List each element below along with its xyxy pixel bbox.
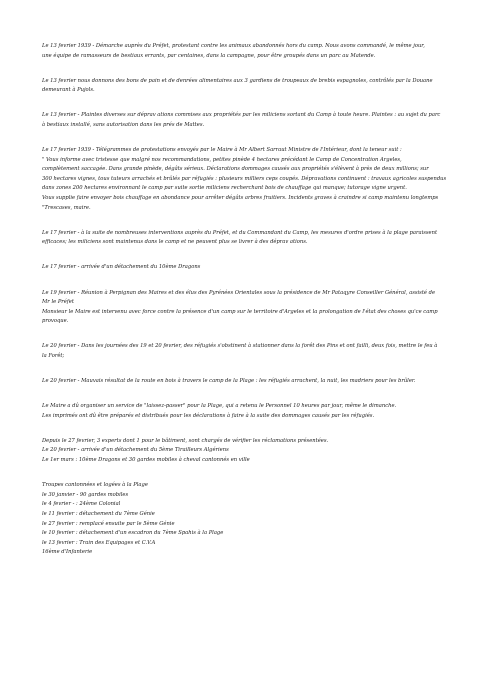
text-line: Vous supplie faire envoyer bois chauffage en abondance pour arrêter dégâts arbres fruitiers. Incidents graves à craindre si camp maintenu longtemps <box>42 195 439 202</box>
text-line: Le 20 fevrier - arrivée d'un détachement du 5ème Tirailleurs Algériens <box>42 447 229 454</box>
paragraph-laissez-passer <box>42 402 457 421</box>
paragraph-20-fevrier-foret <box>42 342 457 361</box>
text-line: Le 13 fevrier nous donnons des bons de pain et de denrées alimentaires aux 3 gardiens de troupeaux de brebis espagnoles, contrôlés par la Douane <box>42 77 433 84</box>
text-line: Le 17 fevrier - à la suite de nombreuses interventions auprès du Préfet, et du Commandant du Camp, les mesures d'ordre prises à la plage paraissent <box>42 229 438 236</box>
text-line: Les imprimés ont dû être préparés et distribués pour les déclarations à faire à la suite des dommages causés par les réfugiés. <box>42 412 375 419</box>
list-item: le 30 janvier - 90 gardes mobiles <box>42 491 129 498</box>
list-item: le 11 fevrier : détachement du 7ème Génie <box>42 510 155 517</box>
text-line: Le 1er mars : 10ème Dragons et 30 gardes mobiles à cheval cantonnés en ville <box>42 457 250 464</box>
list-item: le 13 fevrier : Train des Equipages et C.V.A <box>42 539 156 546</box>
list-item: 16ème d'Infanterie <box>42 549 93 556</box>
text-line: provoque. <box>42 318 69 325</box>
text-line: la Forêt; <box>42 352 65 359</box>
text-line: Le 19 fevrier - Réunion à Perpignan des Maires et des élus des Pyrénées Orientales sous la présidence de Mr Pataqyre Conseiller Général, assisté de <box>42 289 436 296</box>
text-line: Le 17 fevrier - arrivée d'un détachement du 10ème Dragons <box>42 264 201 271</box>
text-line: Mr le Préfet <box>42 299 74 306</box>
paragraph-17-fevrier-telegramme <box>42 146 457 213</box>
paragraph-13-fevrier-demarche <box>42 42 457 61</box>
text-line: Le 20 fevrier - Mauvais résultat de la route en bois à travers le camp de la Plage : les réfugiés arrachent, la nuit, les madriers pour les brûler. <box>42 378 416 385</box>
text-line: Le 17 fevrier 1939 - Télégrammes de protestations envoyés par le Maire à Mr Albert Sarraut Ministre de l'Intérieur, dont la teneur suit : <box>42 147 402 154</box>
list-heading: Troupes cantonnées et logées à la Plage <box>42 482 148 489</box>
text-line: efficaces; les miliciens sont maintenus dans le camp et ne peuvent plus se livrer à des déprav ations. <box>42 239 308 246</box>
list-item: le 4 fevrier - : 24ème Colonial <box>42 501 121 508</box>
text-line: demeurant à Pujols. <box>42 87 95 94</box>
paragraph-17-fevrier-mesures <box>42 229 457 248</box>
text-line: à bestiaux installé, sans autorisation dans les prés de Mattes. <box>42 121 205 128</box>
paragraph-20-fevrier-route <box>42 377 457 387</box>
list-item: le 27 fevrier : remplacé ensuite par le 5ème Génie <box>42 520 175 527</box>
text-line: Depuis le 27 fevrier, 3 experts dont 1 pour le bâtiment, sont chargés de vérifier les réclamations présentées. <box>42 437 329 444</box>
paragraph-13-fevrier-plaintes <box>42 111 457 130</box>
list-troupes-cantonnees <box>42 481 457 558</box>
text-line: Le 13 fevrier 1939 - Démarche auprès du Préfet, protestant contre les animaux abandonnés hors du camp. Nous avons commandé, le même jour, <box>42 43 425 49</box>
text-line: Le 20 fevrier - Dans les journées des 19 et 20 fevrier, des réfugiés s'obstinent à stationner dans la forêt des Pins et ont failli, deux fois, mettre le feu à <box>42 343 438 350</box>
paragraph-19-fevrier-reunion <box>42 289 457 327</box>
text-line: Le 13 fevrier - Plaintes diverses sur déprav ations commises aux propriétés par les miliciens sortant du Camp à toute heure. Plaintes : au sujet du parc <box>42 112 441 119</box>
paragraph-13-fevrier-bons <box>42 77 457 96</box>
text-line: dans zones 200 hectares environnant le camp par suite sortie miliciens recherchant bois de chauffage qui manque; tutorage vigne urgent. <box>42 185 407 192</box>
text-line: Le Maire a dû organiser un service de "laissez-passer" pour la Plage, qui a retenu le Personnel 10 heures par jour, même le dimanche. <box>42 403 397 410</box>
text-line: complètement saccagée. Dans grande pinède, dégâts sérieux. Déclarations dommages causés aux propriétés s'élèvent à près de deux millions; sur <box>42 166 429 173</box>
text-line: "Trescases, maire. <box>42 204 91 211</box>
paragraph-experts <box>42 437 457 466</box>
text-line: " Vous informe avec tristesse que malgré nos recommandations, petites pinède 4 hectares précédant le Camp de Concentration Argeles, <box>42 156 402 163</box>
paragraph-17-fevrier-dragons <box>42 263 457 273</box>
text-line: 300 hectares vignes, tous tuteurs arrachés et brûlés par réfugiés : plusieurs milliers ceps coupés. Dépravations continuent : travaux agricoles suspendus <box>42 175 447 182</box>
text-line: une équipe de ramasseurs de bestiaux errants, par centaines, dans la campagne, pour être groupés dans un parc au Matende. <box>42 52 376 59</box>
text-line: Monsieur le Maire est intervenu avec force contre la présence d'un camp sur le territoire d'Argeles et la prolongation de l'état des choses qu'ce camp <box>42 308 438 315</box>
list-item: le 10 fevrier : détachement d'un escadron du 7ème Spahis à la Plage <box>42 530 224 537</box>
